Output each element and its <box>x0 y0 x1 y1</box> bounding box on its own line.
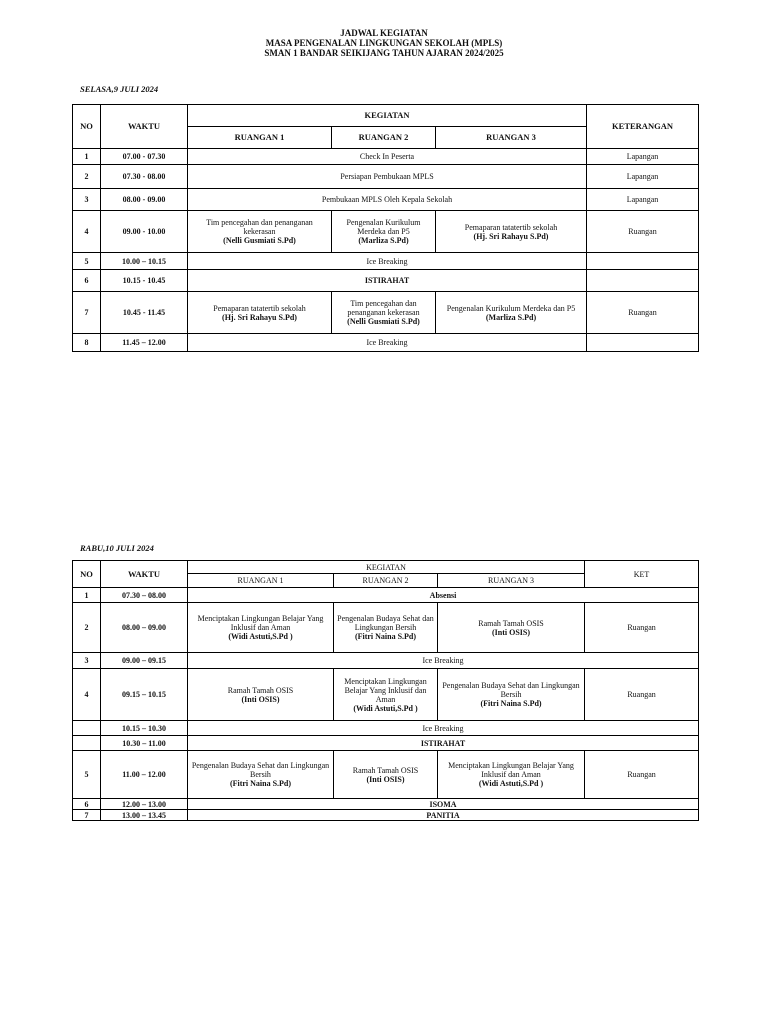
row-activity: Check In Peserta <box>188 149 587 165</box>
room-2-activity: Tim pencegahan dan penanganan kekerasan (Nelli Gusmiati S.Pd) <box>332 292 436 334</box>
col-header-keterangan: KETERANGAN <box>587 105 699 149</box>
row-no: 5 <box>73 253 101 270</box>
row-location: Lapangan <box>587 149 699 165</box>
room-3-activity: Ramah Tamah OSIS (Inti OSIS) <box>438 603 585 653</box>
speaker-name: (Widi Astuti,S.Pd ) <box>228 632 293 641</box>
col-header-waktu: WAKTU <box>101 105 188 149</box>
header-school: SMAN 1 BANDAR SEIKIJANG TAHUN AJARAN 2024/2025 <box>264 48 504 58</box>
row-location <box>587 334 699 352</box>
row-time: 09.15 – 10.15 <box>101 669 188 721</box>
row-no: 2 <box>73 165 101 189</box>
row-location: Ruangan <box>585 751 699 799</box>
row-no: 1 <box>73 149 101 165</box>
table-row <box>73 189 699 211</box>
table-row <box>73 270 699 292</box>
speaker-name: (Nelli Gusmiati S.Pd) <box>223 236 296 245</box>
room-3-activity: Pengenalan Budaya Sehat dan Lingkungan Bersih (Fitri Naina S.Pd) <box>438 669 585 721</box>
row-no: 7 <box>73 810 101 821</box>
row-time: 08.00 - 09.00 <box>101 189 188 211</box>
row-activity: Ice Breaking <box>188 653 699 669</box>
row-time: 11.00 – 12.00 <box>101 751 188 799</box>
room-1-activity: Menciptakan Lingkungan Belajar Yang Inklusif dan Aman (Widi Astuti,S.Pd ) <box>188 603 334 653</box>
row-activity: ISOMA <box>188 799 699 810</box>
speaker-name: (Fitri Naina S.Pd) <box>229 779 292 788</box>
speaker-name: (Inti OSIS) <box>492 627 531 637</box>
room-2-activity: Pengenalan Budaya Sehat dan Lingkungan Bersih (Fitri Naina S.Pd) <box>334 603 438 653</box>
col-header-ruangan-2: RUANGAN 2 <box>334 574 438 588</box>
row-activity: Ice Breaking <box>188 334 587 352</box>
row-activity: Ice Breaking <box>188 721 699 736</box>
speaker-name: (Widi Astuti,S.Pd ) <box>353 703 418 713</box>
row-no <box>73 721 101 736</box>
table-row <box>73 810 699 821</box>
header-subtitle: MASA PENGENALAN LINGKUNGAN SEKOLAH (MPLS) <box>265 38 503 48</box>
row-activity: PANITIA <box>188 810 699 821</box>
row-time: 09.00 – 09.15 <box>101 653 188 669</box>
col-header-no: NO <box>73 105 101 149</box>
row-no <box>73 736 101 751</box>
room-2-activity: Menciptakan Lingkungan Belajar Yang Inklusif dan Aman (Widi Astuti,S.Pd ) <box>334 669 438 721</box>
table-row <box>73 721 699 736</box>
room-1-activity: Pengenalan Budaya Sehat dan Lingkungan Bersih (Fitri Naina S.Pd) <box>188 751 334 799</box>
row-location: Lapangan <box>587 165 699 189</box>
row-time: 10.15 - 10.45 <box>101 270 188 292</box>
table-row <box>73 603 699 653</box>
header-title: JADWAL KEGIATAN <box>340 28 428 38</box>
row-location <box>587 270 699 292</box>
row-time: 07.30 - 08.00 <box>101 165 188 189</box>
speaker-name: (Inti OSIS) <box>366 774 405 784</box>
table-row <box>73 736 699 751</box>
row-time: 08.00 – 09.00 <box>101 603 188 653</box>
speaker-name: (Inti OSIS) <box>241 694 280 704</box>
day1-schedule-table <box>72 104 699 352</box>
row-time: 10.00 – 10.15 <box>101 253 188 270</box>
row-no: 4 <box>73 669 101 721</box>
col-header-ruangan-1: RUANGAN 1 <box>188 127 332 149</box>
row-time: 10.30 – 11.00 <box>101 736 188 751</box>
col-header-ket: KET <box>585 561 699 588</box>
row-activity: Absensi <box>188 588 699 603</box>
room-1-activity: Pemaparan tatatertib sekolah (Hj. Sri Rahayu S.Pd) <box>188 292 332 334</box>
speaker-name: (Fitri Naina S.Pd) <box>480 699 542 708</box>
row-time: 09.00 - 10.00 <box>101 211 188 253</box>
speaker-name: (Fitri Naina S.Pd) <box>354 632 417 641</box>
table-row <box>73 292 699 334</box>
room-2-activity: Pengenalan Kurikulum Merdeka dan P5 (Marliza S.Pd) <box>332 211 436 253</box>
col-header-kegiatan: KEGIATAN <box>188 561 585 574</box>
day1-label: SELASA,9 JULI 2024 <box>80 84 159 94</box>
room-1-activity: Tim pencegahan dan penanganan kekerasan (Nelli Gusmiati S.Pd) <box>188 211 332 253</box>
document-header <box>0 28 768 58</box>
row-time: 07.30 – 08.00 <box>101 588 188 603</box>
room-1-activity: Ramah Tamah OSIS (Inti OSIS) <box>188 669 334 721</box>
room-2-activity: Ramah Tamah OSIS (Inti OSIS) <box>334 751 438 799</box>
row-no: 8 <box>73 334 101 352</box>
row-time: 13.00 – 13.45 <box>101 810 188 821</box>
table-row <box>73 799 699 810</box>
table-row <box>73 165 699 189</box>
row-location: Ruangan <box>587 211 699 253</box>
table-row <box>73 653 699 669</box>
row-time: 07.00 - 07.30 <box>101 149 188 165</box>
row-location <box>587 253 699 270</box>
speaker-name: (Hj. Sri Rahayu S.Pd) <box>473 231 549 241</box>
row-location: Ruangan <box>585 603 699 653</box>
row-no: 6 <box>73 799 101 810</box>
row-activity: Pembukaan MPLS Oleh Kepala Sekolah <box>188 189 587 211</box>
col-header-kegiatan: KEGIATAN <box>188 105 587 127</box>
table-row <box>73 751 699 799</box>
row-location: Ruangan <box>585 669 699 721</box>
row-no: 5 <box>73 751 101 799</box>
row-activity: ISTIRAHAT <box>188 270 587 292</box>
room-3-activity: Pemaparan tatatertib sekolah (Hj. Sri Rahayu S.Pd) <box>436 211 587 253</box>
row-no: 3 <box>73 189 101 211</box>
speaker-name: (Marliza S.Pd) <box>358 236 409 245</box>
row-no: 1 <box>73 588 101 603</box>
row-activity: Ice Breaking <box>188 253 587 270</box>
row-time: 12.00 – 13.00 <box>101 799 188 810</box>
day2-schedule-table <box>72 560 699 821</box>
table-row <box>73 334 699 352</box>
row-location: Lapangan <box>587 189 699 211</box>
room-3-activity: Pengenalan Kurikulum Merdeka dan P5 (Marliza S.Pd) <box>436 292 587 334</box>
row-time: 11.45 – 12.00 <box>101 334 188 352</box>
row-activity: Persiapan Pembukaan MPLS <box>188 165 587 189</box>
row-no: 2 <box>73 603 101 653</box>
col-header-no: NO <box>73 561 101 588</box>
row-time: 10.15 – 10.30 <box>101 721 188 736</box>
table-row <box>73 588 699 603</box>
speaker-name: (Widi Astuti,S.Pd ) <box>478 779 544 788</box>
col-header-ruangan-3: RUANGAN 3 <box>438 574 585 588</box>
table-row <box>73 253 699 270</box>
table-row <box>73 669 699 721</box>
col-header-ruangan-1: RUANGAN 1 <box>188 574 334 588</box>
col-header-ruangan-3: RUANGAN 3 <box>436 127 587 149</box>
row-no: 3 <box>73 653 101 669</box>
day2-label: RABU,10 JULI 2024 <box>80 543 154 553</box>
row-no: 6 <box>73 270 101 292</box>
speaker-name: (Nelli Gusmiati S.Pd) <box>347 317 420 326</box>
col-header-waktu: WAKTU <box>101 561 188 588</box>
speaker-name: (Hj. Sri Rahayu S.Pd) <box>222 312 297 322</box>
room-3-activity: Menciptakan Lingkungan Belajar Yang Inklusif dan Aman (Widi Astuti,S.Pd ) <box>438 751 585 799</box>
row-no: 4 <box>73 211 101 253</box>
table-row <box>73 149 699 165</box>
speaker-name: (Marliza S.Pd) <box>485 312 537 322</box>
row-location: Ruangan <box>587 292 699 334</box>
row-no: 7 <box>73 292 101 334</box>
row-activity: ISTIRAHAT <box>188 736 699 751</box>
row-time: 10.45 - 11.45 <box>101 292 188 334</box>
table-row <box>73 211 699 253</box>
col-header-ruangan-2: RUANGAN 2 <box>332 127 436 149</box>
